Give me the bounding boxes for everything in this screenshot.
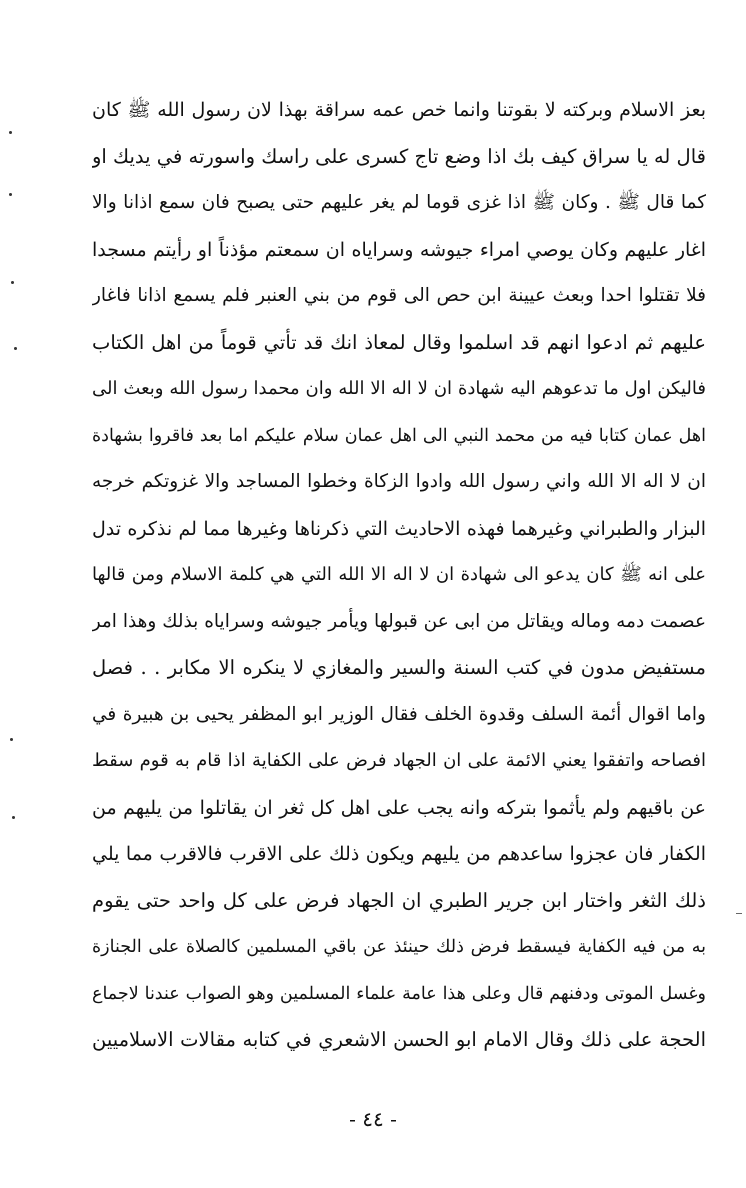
text-line-6: عليهم ثم ادعوا انهم قد اسلموا وقال لمعاذ انك قد تأتي قوماً من اهل الكتاب (92, 330, 706, 354)
scan-speck (14, 347, 17, 350)
text-line-4: اغار عليهم وكان يوصي امراء جيوشه وسراياه ان سمعتم مؤذناً او رأيتم مسجدا (92, 238, 706, 261)
text-line-14: واما اقوال أئمة السلف وقدوة الخلف فقال الوزير ابو المظفر يحيى بن هبيرة في (92, 703, 706, 725)
scan-speck (11, 281, 14, 284)
text-line-7: فاليكن اول ما تدعوهم اليه شهادة ان لا اله الا الله وان محمدا رسول الله وبعث الى (92, 378, 706, 399)
text-line-20: وغسل الموتى ودفنهم قال وعلى هذا عامة علماء المسلمين وهو الصواب عندنا لاجماع (92, 983, 706, 1004)
text-line-3: كما قال ﷺ . وكان ﷺ اذا غزى قوما لم يغر عليهم حتى يصبح فان سمع اذانا والا (92, 192, 706, 213)
text-line-8: اهل عمان كتابا فيه من محمد النبي الى اهل عمان سلام عليكم اما بعد فاقروا بشهادة (92, 425, 706, 446)
scan-speck (9, 131, 12, 134)
text-line-11: على انه ﷺ كان يدعو الى شهادة ان لا اله الا الله التي هي كلمة الاسلام ومن قالها (92, 564, 706, 585)
text-line-15: افصاحه واتفقوا يعني الائمة على ان الجهاد فرض على الكفاية اذا قام به قوم سقط (92, 750, 706, 771)
text-line-2: قال له يا سراق كيف بك اذا وضع تاج كسرى على راسك واسورته في يديك او (92, 144, 706, 168)
scan-mark (736, 913, 742, 914)
body-text (92, 87, 706, 1064)
text-line-17: الكفار فان عجزوا ساعدهم من يليهم ويكون ذلك على الاقرب فالاقرب مما يلي (92, 843, 706, 865)
text-line-18: ذلك الثغر واختار ابن جرير الطبري ان الجهاد فرض على كل واحد حتى يقوم (92, 888, 706, 912)
text-line-1: بعز الاسلام وبركته لا بقوتنا وانما خص عمه سراقة بهذا لان رسول الله ﷺ كان (92, 99, 706, 121)
text-line-9: ان لا اله الا الله واني رسول الله وادوا الزكاة وخطوا المساجد والا غزوتكم خرجه (92, 471, 706, 492)
text-line-16: عن باقيهم ولم يأثموا بتركه وانه يجب على اهل كل ثغر ان يقاتلوا من يليهم من (92, 796, 706, 819)
page-number: - ٤٤ - (349, 1107, 397, 1131)
scan-speck (9, 193, 12, 196)
text-line-5: فلا تقتلوا احدا وبعث عيينة ابن حص الى قوم من بني العنبر فلم يسمع اذانا فاغار (92, 285, 706, 306)
text-line-19: به من فيه الكفاية فيسقط فرض ذلك حينئذ عن باقي المسلمين كالصلاة على الجنازة (92, 937, 706, 957)
text-line-13: مستفيض مدون في كتب السنة والسير والمغازي لا ينكره الا مكابر . . فصل (92, 656, 706, 679)
scan-speck (10, 738, 13, 741)
text-line-12: عصمت دمه وماله ويقاتل من ابى عن قبولها ويأمر جيوشه وسراياه بذلك وهذا امر (92, 610, 706, 632)
scan-speck (12, 816, 15, 819)
text-line-21: الحجة على ذلك وقال الامام ابو الحسن الاشعري في كتابه مقالات الاسلاميين (92, 1028, 706, 1051)
text-line-10: البزار والطبراني وغيرهما فهذه الاحاديث التي ذكرناها وغيرها مما لم نذكره تدل (92, 517, 706, 540)
